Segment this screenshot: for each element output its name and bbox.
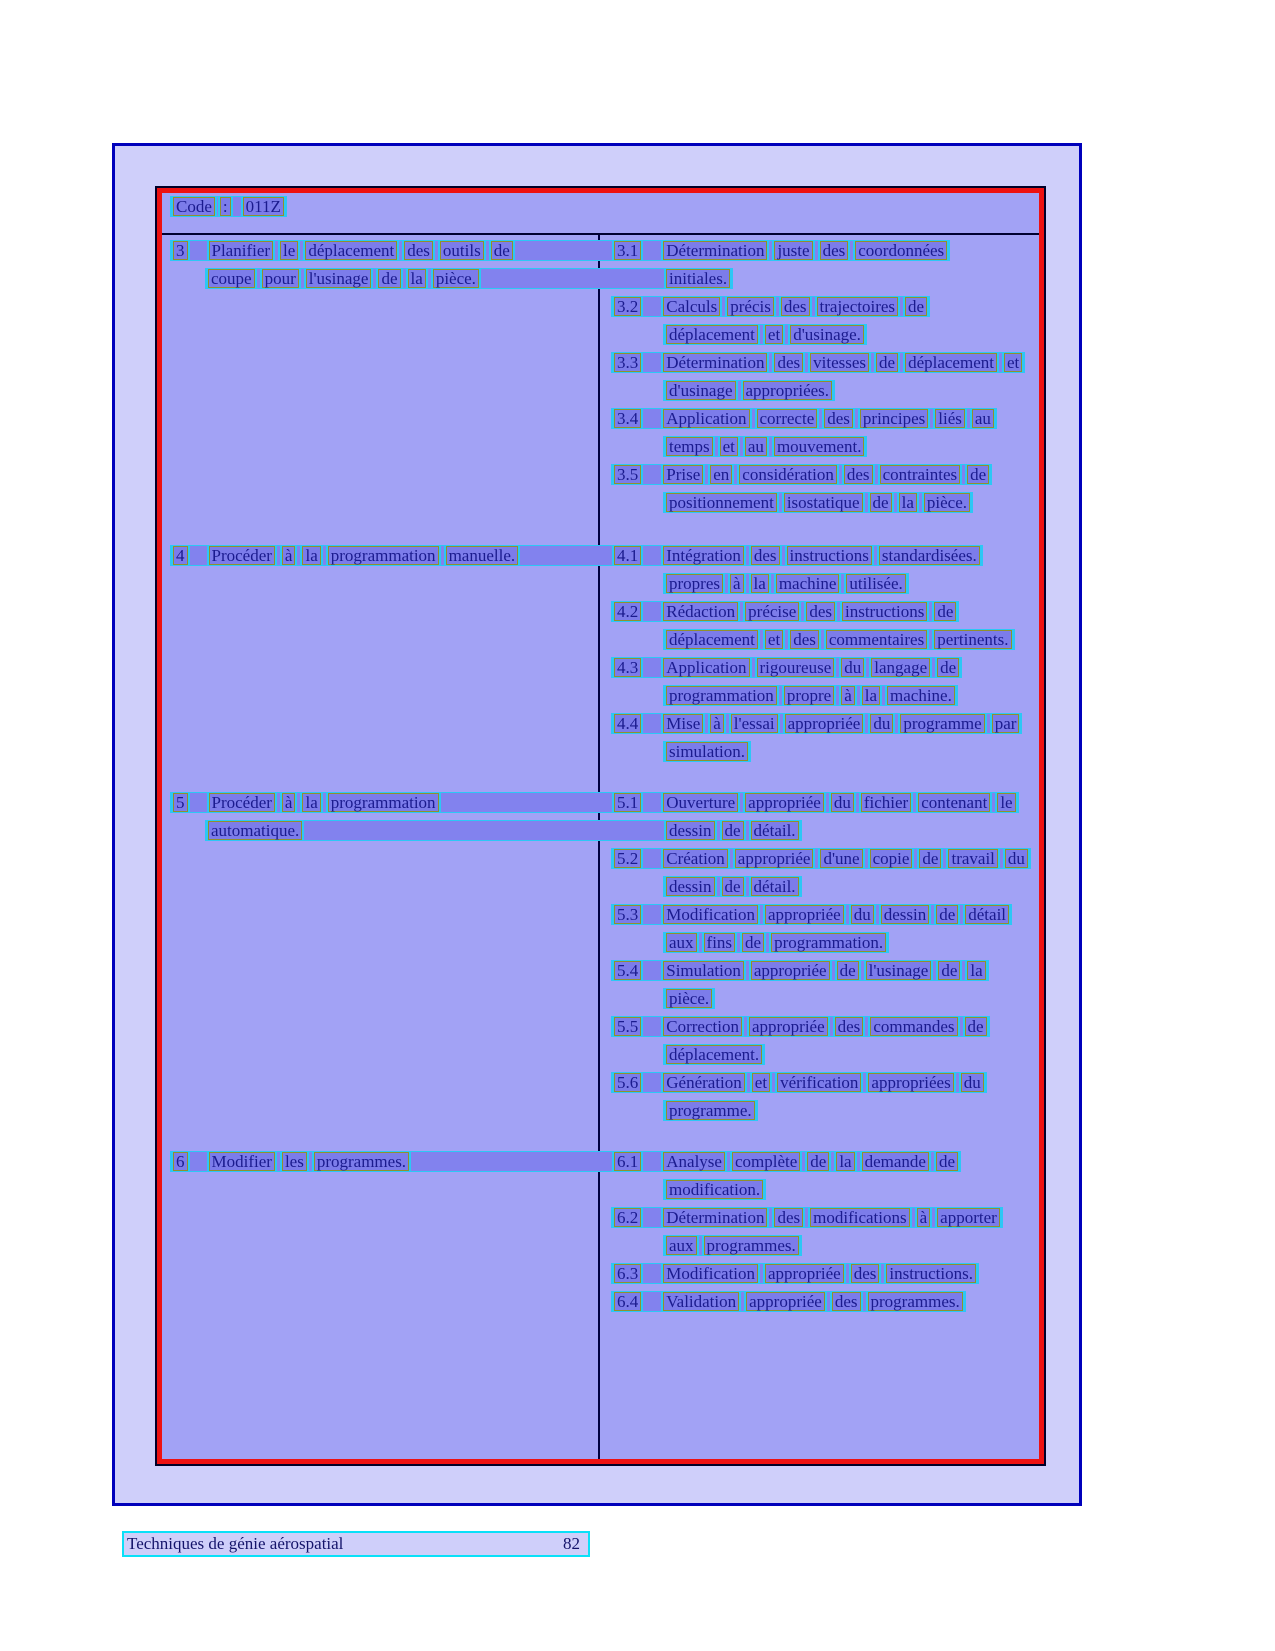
ocr-word: des xyxy=(820,241,849,260)
ocr-word: positionnement xyxy=(666,493,777,512)
ocr-word: Détermination xyxy=(663,241,767,260)
ocr-word: dessin xyxy=(666,821,715,840)
ocr-word: pièce. xyxy=(666,989,712,1008)
table-content xyxy=(162,193,1039,1459)
criterion-number: 4.1 xyxy=(614,546,641,565)
footer-title: Techniques de génie aérospatial xyxy=(127,1534,344,1553)
ocr-word: Modifier xyxy=(209,1152,275,1171)
ocr-line xyxy=(611,1072,987,1093)
ocr-word: des xyxy=(790,630,819,649)
ocr-word: langage xyxy=(871,658,930,677)
criterion-cell xyxy=(614,905,1009,924)
criterion-cell xyxy=(666,989,712,1008)
criterion-number: 4.4 xyxy=(614,714,641,733)
ocr-word: au xyxy=(745,437,767,456)
ocr-word: en xyxy=(710,465,732,484)
ocr-line xyxy=(663,741,751,762)
ocr-line xyxy=(663,685,958,706)
ocr-word: standardisées. xyxy=(879,546,980,565)
ocr-word: Application xyxy=(663,409,749,428)
ocr-line xyxy=(170,240,950,261)
ocr-word: des xyxy=(851,1264,880,1283)
ocr-word: instructions. xyxy=(886,1264,976,1283)
ocr-word: du xyxy=(870,714,893,733)
criterion-number: 6.4 xyxy=(614,1292,641,1311)
table-row xyxy=(170,545,1035,762)
criterion-cell xyxy=(614,241,947,260)
ocr-word: à xyxy=(710,714,724,733)
criterion-cell xyxy=(614,465,989,484)
criterion-cell xyxy=(614,409,994,428)
ocr-word: de xyxy=(876,353,898,372)
ocr-word: appropriée xyxy=(765,905,844,924)
objective-cell xyxy=(173,793,614,812)
criterion-cell xyxy=(614,269,730,288)
criterion-cell xyxy=(666,933,886,952)
ocr-line xyxy=(170,1151,961,1172)
ocr-word: instructions xyxy=(842,602,927,621)
ocr-word: de xyxy=(807,1152,829,1171)
objective-cell xyxy=(173,1152,614,1171)
criterion-cell xyxy=(614,961,986,980)
criterion-cell xyxy=(614,849,1028,868)
ocr-word: Modification xyxy=(663,905,758,924)
ocr-word: du xyxy=(1005,849,1028,868)
ocr-word: de xyxy=(905,297,927,316)
ocr-word: manuelle. xyxy=(446,546,519,565)
criterion-number: 5.5 xyxy=(614,1017,641,1036)
ocr-word: juste xyxy=(774,241,812,260)
item-number: 3 xyxy=(173,241,188,260)
ocr-word: la xyxy=(967,961,985,980)
ocr-line xyxy=(663,324,867,345)
ocr-word: la xyxy=(302,546,320,565)
ocr-word: déplacement xyxy=(666,325,758,344)
ocr-word: de xyxy=(936,1152,958,1171)
ocr-word: de xyxy=(965,1017,987,1036)
criterion-cell xyxy=(614,821,799,840)
ocr-word: vérification xyxy=(777,1073,861,1092)
ocr-line xyxy=(611,848,1031,869)
ocr-word: précis xyxy=(727,297,774,316)
ocr-word: des xyxy=(806,602,835,621)
criterion-cell xyxy=(614,1208,1000,1227)
criterion-cell xyxy=(666,574,906,593)
ocr-word: du xyxy=(841,658,864,677)
ocr-line xyxy=(663,1044,765,1065)
ocr-word: de xyxy=(967,465,989,484)
page-footer xyxy=(122,1531,590,1557)
ocr-line xyxy=(663,1179,766,1200)
ocr-word: Modification xyxy=(663,1264,758,1283)
ocr-word: Rédaction xyxy=(663,602,738,621)
criterion-number: 6.2 xyxy=(614,1208,641,1227)
ocr-word: précise xyxy=(745,602,799,621)
criterion-cell xyxy=(614,353,1022,372)
table-frame-red xyxy=(157,188,1044,1464)
ocr-word: programmes. xyxy=(314,1152,409,1171)
ocr-word: l'usinage xyxy=(866,961,932,980)
ocr-word: appropriées xyxy=(868,1073,953,1092)
ocr-word: programmation xyxy=(666,686,777,705)
ocr-word: de xyxy=(936,905,958,924)
ocr-word: la xyxy=(862,686,880,705)
ocr-word: de xyxy=(722,877,744,896)
ocr-word: Calculs xyxy=(663,297,720,316)
ocr-word: à xyxy=(841,686,855,705)
ocr-word: coordonnées xyxy=(855,241,947,260)
ocr-word: de xyxy=(937,658,959,677)
ocr-word: commandes xyxy=(870,1017,957,1036)
ocr-word: programme. xyxy=(666,1101,755,1120)
ocr-word: de xyxy=(722,821,744,840)
ocr-word: appropriées. xyxy=(743,381,833,400)
ocr-word: Application xyxy=(663,658,749,677)
ocr-word: déplacement. xyxy=(666,1045,762,1064)
criterion-number: 5.4 xyxy=(614,961,641,980)
ocr-word: des xyxy=(781,297,810,316)
criterion-cell xyxy=(614,297,927,316)
code-word: Code xyxy=(173,197,215,216)
criterion-cell xyxy=(666,686,955,705)
ocr-word: du xyxy=(961,1073,984,1092)
ocr-word: aux xyxy=(666,1236,697,1255)
ocr-word: l'usinage xyxy=(306,269,372,288)
criterion-cell xyxy=(666,1236,799,1255)
ocr-word: la xyxy=(302,793,320,812)
criterion-cell xyxy=(666,437,864,456)
ocr-line xyxy=(663,932,889,953)
ocr-line xyxy=(663,436,867,457)
ocr-line xyxy=(611,1263,979,1284)
ocr-word: trajectoires xyxy=(817,297,899,316)
criterion-cell xyxy=(614,1292,963,1311)
ocr-word: pièce. xyxy=(924,493,970,512)
criterion-cell xyxy=(614,793,1016,812)
ocr-word: la xyxy=(836,1152,854,1171)
ocr-line xyxy=(170,792,1019,813)
footer-page-number: 82 xyxy=(563,1534,580,1553)
criterion-cell xyxy=(614,546,980,565)
criterion-number: 3.4 xyxy=(614,409,641,428)
ocr-word: demande xyxy=(862,1152,929,1171)
ocr-word: l'essai xyxy=(731,714,778,733)
ocr-word: de xyxy=(919,849,941,868)
criterion-cell xyxy=(614,1073,984,1092)
criterion-cell xyxy=(666,1101,755,1120)
criterion-cell xyxy=(666,877,799,896)
table-row xyxy=(170,792,1035,1121)
ocr-word: détail. xyxy=(751,877,799,896)
ocr-word: déplacement xyxy=(305,241,397,260)
ocr-word: fins xyxy=(704,933,736,952)
ocr-word: à xyxy=(282,546,296,565)
header-divider xyxy=(162,233,1039,235)
criterion-cell xyxy=(666,381,832,400)
ocr-word: pour xyxy=(262,269,299,288)
ocr-word: de xyxy=(870,493,892,512)
ocr-word: à xyxy=(917,1208,931,1227)
item-number: 6 xyxy=(173,1152,188,1171)
ocr-word: propres xyxy=(666,574,723,593)
ocr-word: programmation xyxy=(328,546,439,565)
ocr-word: aux xyxy=(666,933,697,952)
ocr-word: mouvement. xyxy=(774,437,865,456)
ocr-word: de xyxy=(742,933,764,952)
criterion-cell xyxy=(614,1017,987,1036)
ocr-word: détail. xyxy=(751,821,799,840)
ocr-word: modification. xyxy=(666,1180,763,1199)
ocr-word: considération xyxy=(739,465,837,484)
ocr-word: Prise xyxy=(663,465,703,484)
ocr-word: et xyxy=(1004,353,1022,372)
ocr-word: Simulation xyxy=(663,961,744,980)
criterion-cell xyxy=(666,1045,762,1064)
ocr-word: fichier xyxy=(861,793,911,812)
ocr-word: appropriée xyxy=(765,1264,844,1283)
ocr-word: la xyxy=(408,269,426,288)
criterion-number: 3.2 xyxy=(614,297,641,316)
ocr-line xyxy=(663,573,909,594)
table-frame xyxy=(155,186,1046,1466)
ocr-word: des xyxy=(844,465,873,484)
ocr-line xyxy=(611,601,959,622)
ocr-word: à xyxy=(730,574,744,593)
ocr-line xyxy=(611,960,989,981)
criterion-cell xyxy=(614,1152,958,1171)
criterion-cell xyxy=(666,742,748,761)
ocr-line xyxy=(663,876,802,897)
ocr-word: Analyse xyxy=(663,1152,725,1171)
ocr-word: utilisée. xyxy=(846,574,905,593)
ocr-word: travail xyxy=(948,849,997,868)
ocr-word: programme xyxy=(900,714,984,733)
ocr-word: appropriée xyxy=(749,1017,828,1036)
ocr-word: instructions xyxy=(787,546,872,565)
criterion-cell xyxy=(614,602,956,621)
objective-cell xyxy=(173,546,614,565)
ocr-line xyxy=(663,380,835,401)
criterion-number: 3.1 xyxy=(614,241,641,260)
ocr-word: et xyxy=(765,325,783,344)
ocr-word: copie xyxy=(870,849,913,868)
ocr-word: liés xyxy=(935,409,965,428)
ocr-line xyxy=(663,629,1015,650)
ocr-word: Procéder xyxy=(209,793,275,812)
ocr-word: des xyxy=(835,1017,864,1036)
ocr-word: Intégration xyxy=(663,546,744,565)
ocr-word: des xyxy=(404,241,433,260)
ocr-word: pièce. xyxy=(433,269,479,288)
ocr-word: et xyxy=(720,437,738,456)
ocr-word: principes xyxy=(860,409,928,428)
ocr-word: des xyxy=(774,353,803,372)
ocr-line xyxy=(611,1207,1003,1228)
ocr-word: la xyxy=(751,574,769,593)
ocr-word: programmes. xyxy=(868,1292,963,1311)
ocr-word: commentaires xyxy=(826,630,927,649)
ocr-word: coupe xyxy=(208,269,255,288)
outer-panel xyxy=(112,143,1082,1506)
ocr-word: de xyxy=(837,961,859,980)
item-number: 5 xyxy=(173,793,188,812)
criterion-cell xyxy=(666,325,864,344)
ocr-word: temps xyxy=(666,437,713,456)
criterion-number: 4.3 xyxy=(614,658,641,677)
criterion-cell xyxy=(666,630,1012,649)
ocr-word: des xyxy=(774,1208,803,1227)
ocr-word: de xyxy=(938,961,960,980)
ocr-word: machine. xyxy=(887,686,955,705)
ocr-word: de xyxy=(491,241,513,260)
ocr-word: appropriée xyxy=(735,849,814,868)
ocr-word: initiales. xyxy=(666,269,730,288)
ocr-word: dessin xyxy=(666,877,715,896)
ocr-line xyxy=(611,296,930,317)
ocr-word: propre xyxy=(784,686,834,705)
ocr-line xyxy=(611,408,997,429)
criterion-number: 6.3 xyxy=(614,1264,641,1283)
code-line xyxy=(170,196,287,217)
ocr-word: appropriée xyxy=(745,793,824,812)
ocr-line xyxy=(611,352,1025,373)
ocr-word: correcte xyxy=(757,409,818,428)
ocr-word: la xyxy=(899,493,917,512)
ocr-word: Correction xyxy=(663,1017,742,1036)
ocr-line xyxy=(611,904,1012,925)
ocr-word: du xyxy=(831,793,854,812)
ocr-word: et xyxy=(765,630,783,649)
criterion-number: 5.2 xyxy=(614,849,641,868)
ocr-line xyxy=(611,464,992,485)
ocr-line xyxy=(611,1291,966,1312)
ocr-word: appropriée xyxy=(785,714,864,733)
ocr-word: de xyxy=(378,269,400,288)
ocr-line xyxy=(170,545,983,566)
ocr-word: programmes. xyxy=(704,1236,799,1255)
ocr-word: les xyxy=(282,1152,307,1171)
ocr-line xyxy=(611,713,1022,734)
item-number: 4 xyxy=(173,546,188,565)
criterion-number: 3.5 xyxy=(614,465,641,484)
criterion-number: 5.6 xyxy=(614,1073,641,1092)
ocr-word: d'une xyxy=(820,849,862,868)
objective-cell xyxy=(173,241,614,260)
ocr-word: Création xyxy=(663,849,728,868)
ocr-word: déplacement xyxy=(666,630,758,649)
ocr-word: des xyxy=(824,409,853,428)
ocr-line xyxy=(663,988,715,1009)
ocr-word: vitesses xyxy=(810,353,869,372)
ocr-word: programmation xyxy=(328,793,439,812)
ocr-word: d'usinage. xyxy=(790,325,864,344)
ocr-word: du xyxy=(851,905,874,924)
ocr-word: Planifier xyxy=(209,241,274,260)
ocr-line xyxy=(663,1235,802,1256)
ocr-word: contraintes xyxy=(880,465,961,484)
ocr-word: Détermination xyxy=(663,353,767,372)
ocr-word: Procéder xyxy=(209,546,275,565)
ocr-word: Mise xyxy=(663,714,703,733)
ocr-word: le xyxy=(997,793,1015,812)
ocr-word: simulation. xyxy=(666,742,748,761)
ocr-word: pertinents. xyxy=(934,630,1011,649)
ocr-word: complète xyxy=(732,1152,800,1171)
ocr-word: isostatique xyxy=(784,493,863,512)
criterion-number: 3.3 xyxy=(614,353,641,372)
ocr-line xyxy=(205,820,802,841)
ocr-word: automatique. xyxy=(208,821,302,840)
table-row xyxy=(170,1151,1035,1312)
criterion-number: 5.3 xyxy=(614,905,641,924)
objective-cell xyxy=(208,821,614,840)
ocr-word: outils xyxy=(440,241,484,260)
ocr-word: par xyxy=(992,714,1020,733)
ocr-line xyxy=(611,1016,990,1037)
ocr-word: machine xyxy=(776,574,840,593)
ocr-word: Génération xyxy=(663,1073,745,1092)
ocr-word: d'usinage xyxy=(666,381,736,400)
ocr-word: modifications xyxy=(810,1208,909,1227)
criterion-cell xyxy=(614,714,1019,733)
ocr-word: et xyxy=(752,1073,770,1092)
ocr-word: contenant xyxy=(918,793,990,812)
ocr-line xyxy=(663,1100,758,1121)
ocr-word: à xyxy=(282,793,296,812)
ocr-word: au xyxy=(972,409,994,428)
ocr-word: apporter xyxy=(937,1208,1000,1227)
code-word: : xyxy=(220,197,231,216)
criterion-cell xyxy=(666,493,970,512)
ocr-word: déplacement xyxy=(905,353,997,372)
criterion-number: 5.1 xyxy=(614,793,641,812)
objective-cell xyxy=(208,269,614,288)
ocr-word: appropriée xyxy=(746,1292,825,1311)
ocr-word: Ouverture xyxy=(663,793,738,812)
code-word: 011Z xyxy=(243,197,284,216)
ocr-word: appropriée xyxy=(751,961,830,980)
ocr-word: programmation. xyxy=(771,933,886,952)
ocr-word: le xyxy=(280,241,298,260)
ocr-word: de xyxy=(934,602,956,621)
ocr-line xyxy=(663,492,973,513)
criterion-number: 6.1 xyxy=(614,1152,641,1171)
ocr-word: des xyxy=(751,546,780,565)
ocr-word: rigoureuse xyxy=(757,658,835,677)
criterion-cell xyxy=(614,1264,976,1283)
criterion-cell xyxy=(614,658,959,677)
ocr-line xyxy=(611,657,962,678)
ocr-line xyxy=(205,268,733,289)
ocr-word: détail xyxy=(965,905,1009,924)
table-row xyxy=(170,240,1035,513)
ocr-word: Détermination xyxy=(663,1208,767,1227)
criterion-number: 4.2 xyxy=(614,602,641,621)
criterion-cell xyxy=(666,1180,763,1199)
ocr-word: dessin xyxy=(881,905,930,924)
table-rows xyxy=(170,240,1035,1342)
ocr-word: Validation xyxy=(663,1292,739,1311)
ocr-word: des xyxy=(832,1292,861,1311)
